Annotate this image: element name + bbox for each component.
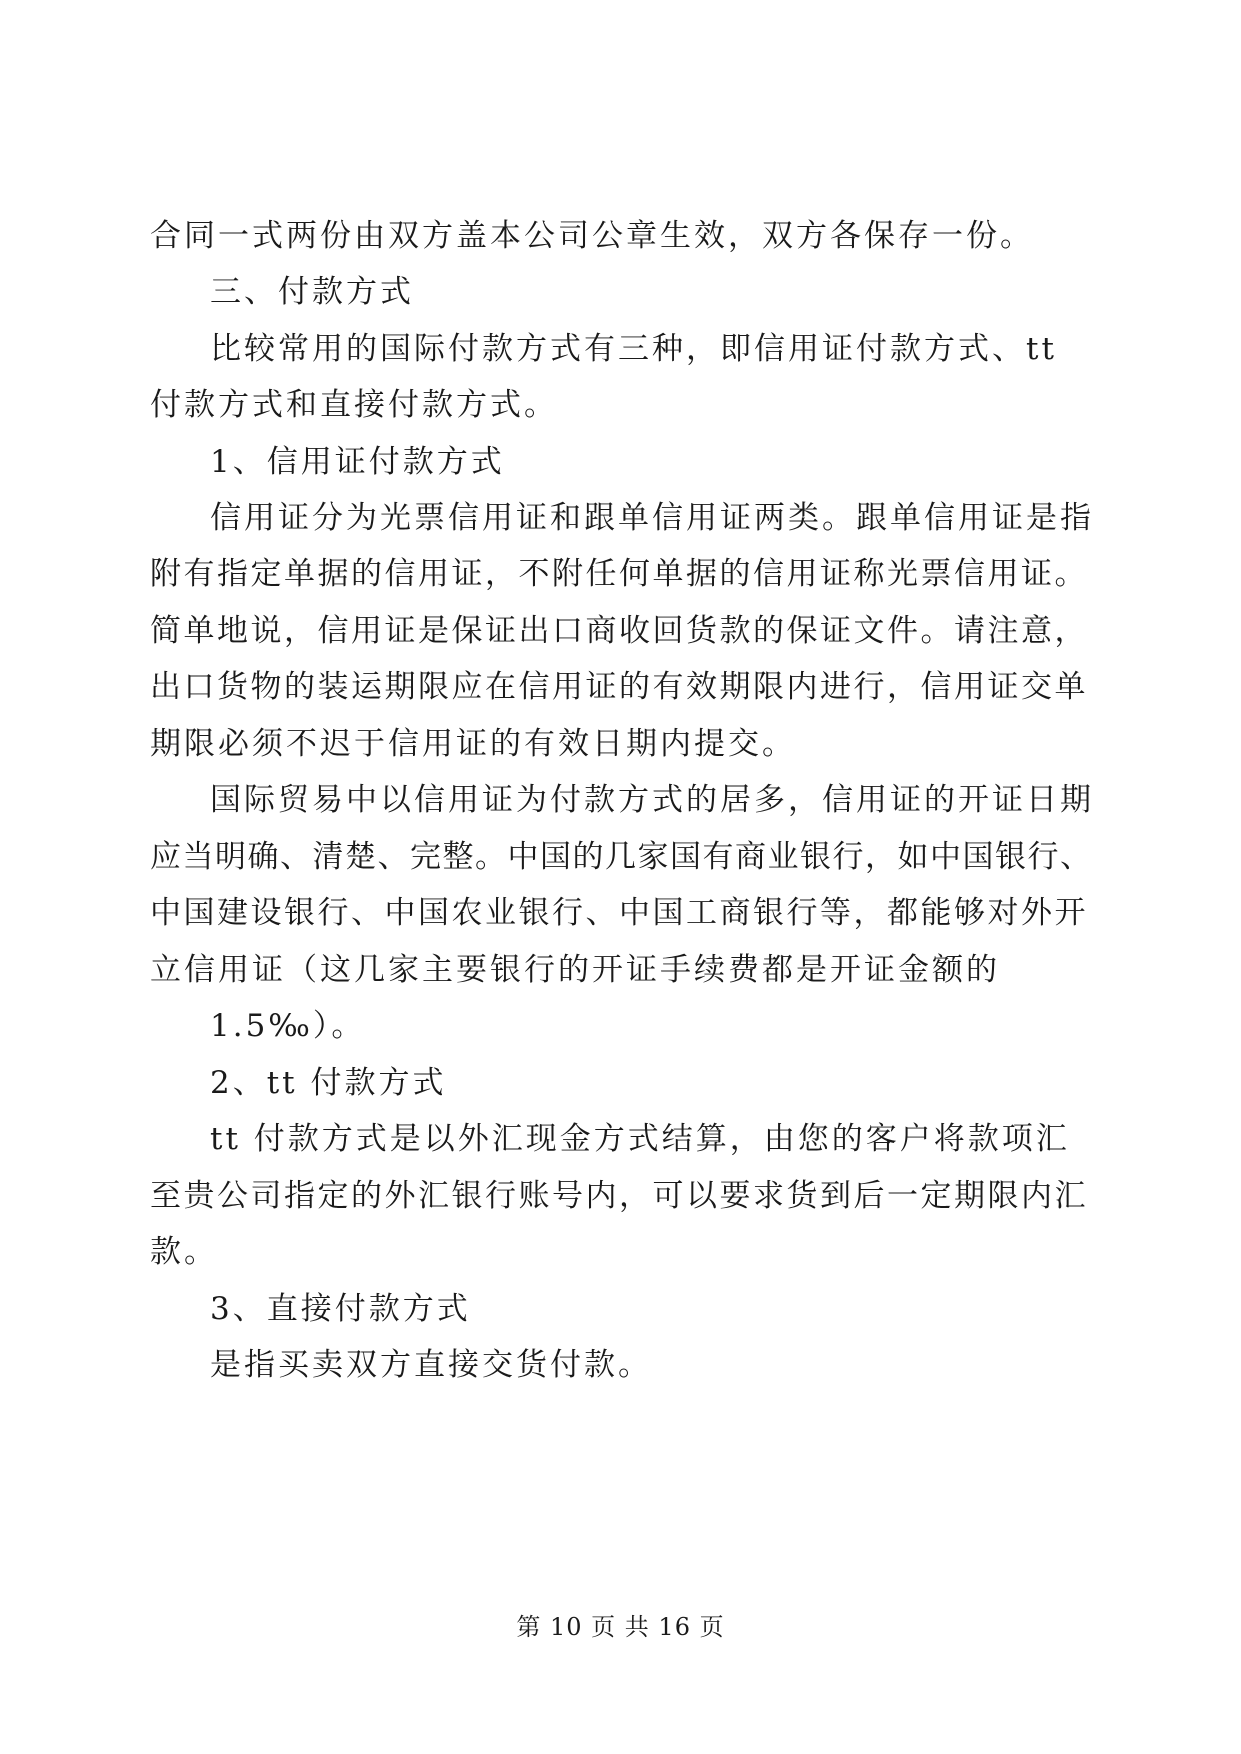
body-text-line: 合同一式两份由双方盖本公司公章生效，双方各保存一份。 bbox=[150, 218, 1034, 254]
body-text-line: 至贵公司指定的外汇银行账号内，可以要求货到后一定期限内汇 bbox=[150, 1178, 1088, 1214]
body-text-line: 款。 bbox=[150, 1234, 218, 1270]
subsection-heading: 3、直接付款方式 bbox=[210, 1291, 471, 1327]
subsection-heading: 2、tt 付款方式 bbox=[210, 1065, 447, 1101]
body-text-line: 付款方式和直接付款方式。 bbox=[150, 387, 558, 423]
page-number-footer: 第 10 页 共 16 页 bbox=[516, 1613, 725, 1641]
body-text-line: 出口货物的装运期限应在信用证的有效期限内进行，信用证交单 bbox=[150, 669, 1088, 705]
body-text-line: 1.5‰）。 bbox=[210, 1008, 366, 1044]
body-text-line: 国际贸易中以信用证为付款方式的居多，信用证的开证日期 bbox=[210, 782, 1094, 818]
section-heading: 三、付款方式 bbox=[210, 274, 414, 310]
body-text-line: 期限必须不迟于信用证的有效日期内提交。 bbox=[150, 726, 796, 762]
body-text-line: 中国建设银行、中国农业银行、中国工商银行等，都能够对外开 bbox=[150, 895, 1088, 931]
body-text-line: 立信用证（这几家主要银行的开证手续费都是开证金额的 bbox=[150, 952, 1000, 988]
subsection-heading: 1、信用证付款方式 bbox=[210, 444, 505, 480]
body-text-line: 信用证分为光票信用证和跟单信用证两类。跟单信用证是指 bbox=[210, 500, 1094, 536]
body-text-line: 简单地说，信用证是保证出口商收回货款的保证文件。请注意， bbox=[150, 613, 1088, 649]
body-text-line: 附有指定单据的信用证，不附任何单据的信用证称光票信用证。 bbox=[150, 556, 1088, 592]
body-text-line: 应当明确、清楚、完整。中国的几家国有商业银行，如中国银行、 bbox=[150, 839, 1093, 875]
body-text-line: tt 付款方式是以外汇现金方式结算，由您的客户将款项汇 bbox=[210, 1121, 1070, 1157]
body-text-line: 是指买卖双方直接交货付款。 bbox=[210, 1347, 652, 1383]
body-text-line: 比较常用的国际付款方式有三种，即信用证付款方式、tt bbox=[210, 331, 1057, 367]
